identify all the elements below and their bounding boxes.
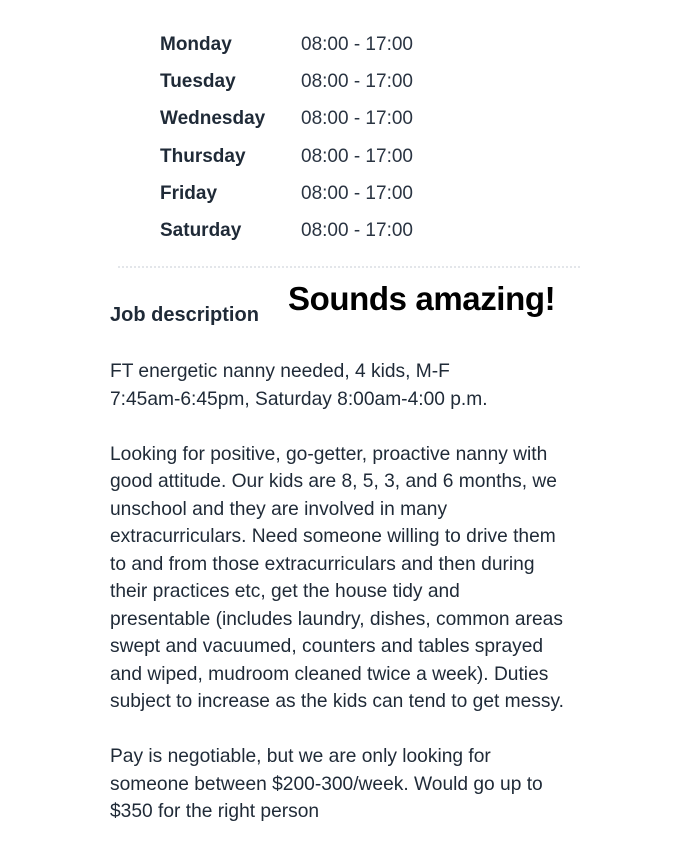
- day-label: Saturday: [160, 220, 242, 242]
- hours-row-tuesday: [160, 63, 580, 100]
- time-range: 08:00 - 17:00: [301, 182, 413, 204]
- hours-row-friday: [160, 175, 580, 212]
- hours-row-thursday: [160, 138, 580, 175]
- hours-row-wednesday: [160, 100, 580, 137]
- section-divider: [118, 266, 580, 268]
- description-paragraph: Looking for positive, go-getter, proactive nanny with good attitude. Our kids are 8, 5, 3, and 6 months, we unschool and they are involved in many extracurriculars. Need someone willing to drive them to and from those extracurriculars and then during their practices etc, get the house tidy and presentable (includes laundry, dishes, common areas swept and vacuumed, counters and tables sprayed and wiped, mudroom cleaned twice a week). Duties subject to increase as the kids can tend to get messy.: [110, 443, 564, 712]
- time-range: 08:00 - 17:00: [301, 34, 413, 56]
- description-paragraph: Pay is negotiable, but we are only looking for someone between $200-300/week. Would go up to $350 for the right person: [110, 746, 543, 822]
- day-label: Tuesday: [160, 71, 236, 93]
- hours-row-monday: [160, 26, 580, 63]
- hours-row-saturday: [160, 212, 580, 249]
- day-label: Friday: [160, 182, 218, 204]
- day-label: Wednesday: [160, 108, 266, 130]
- day-label: Monday: [160, 34, 232, 56]
- time-range: 08:00 - 17:00: [301, 220, 413, 242]
- hours-table: [160, 26, 580, 249]
- job-description-title: Job description: [110, 304, 259, 326]
- overlay-caption: Sounds amazing!: [288, 280, 556, 317]
- time-range: 08:00 - 17:00: [301, 71, 413, 93]
- time-range: 08:00 - 17:00: [301, 145, 413, 167]
- job-description-body: [110, 358, 600, 853]
- description-paragraph: FT energetic nanny needed, 4 kids, M-F 7:45am-6:45pm, Saturday 8:00am-4:00 p.m.: [110, 361, 488, 410]
- time-range: 08:00 - 17:00: [301, 108, 413, 130]
- day-label: Thursday: [160, 145, 246, 167]
